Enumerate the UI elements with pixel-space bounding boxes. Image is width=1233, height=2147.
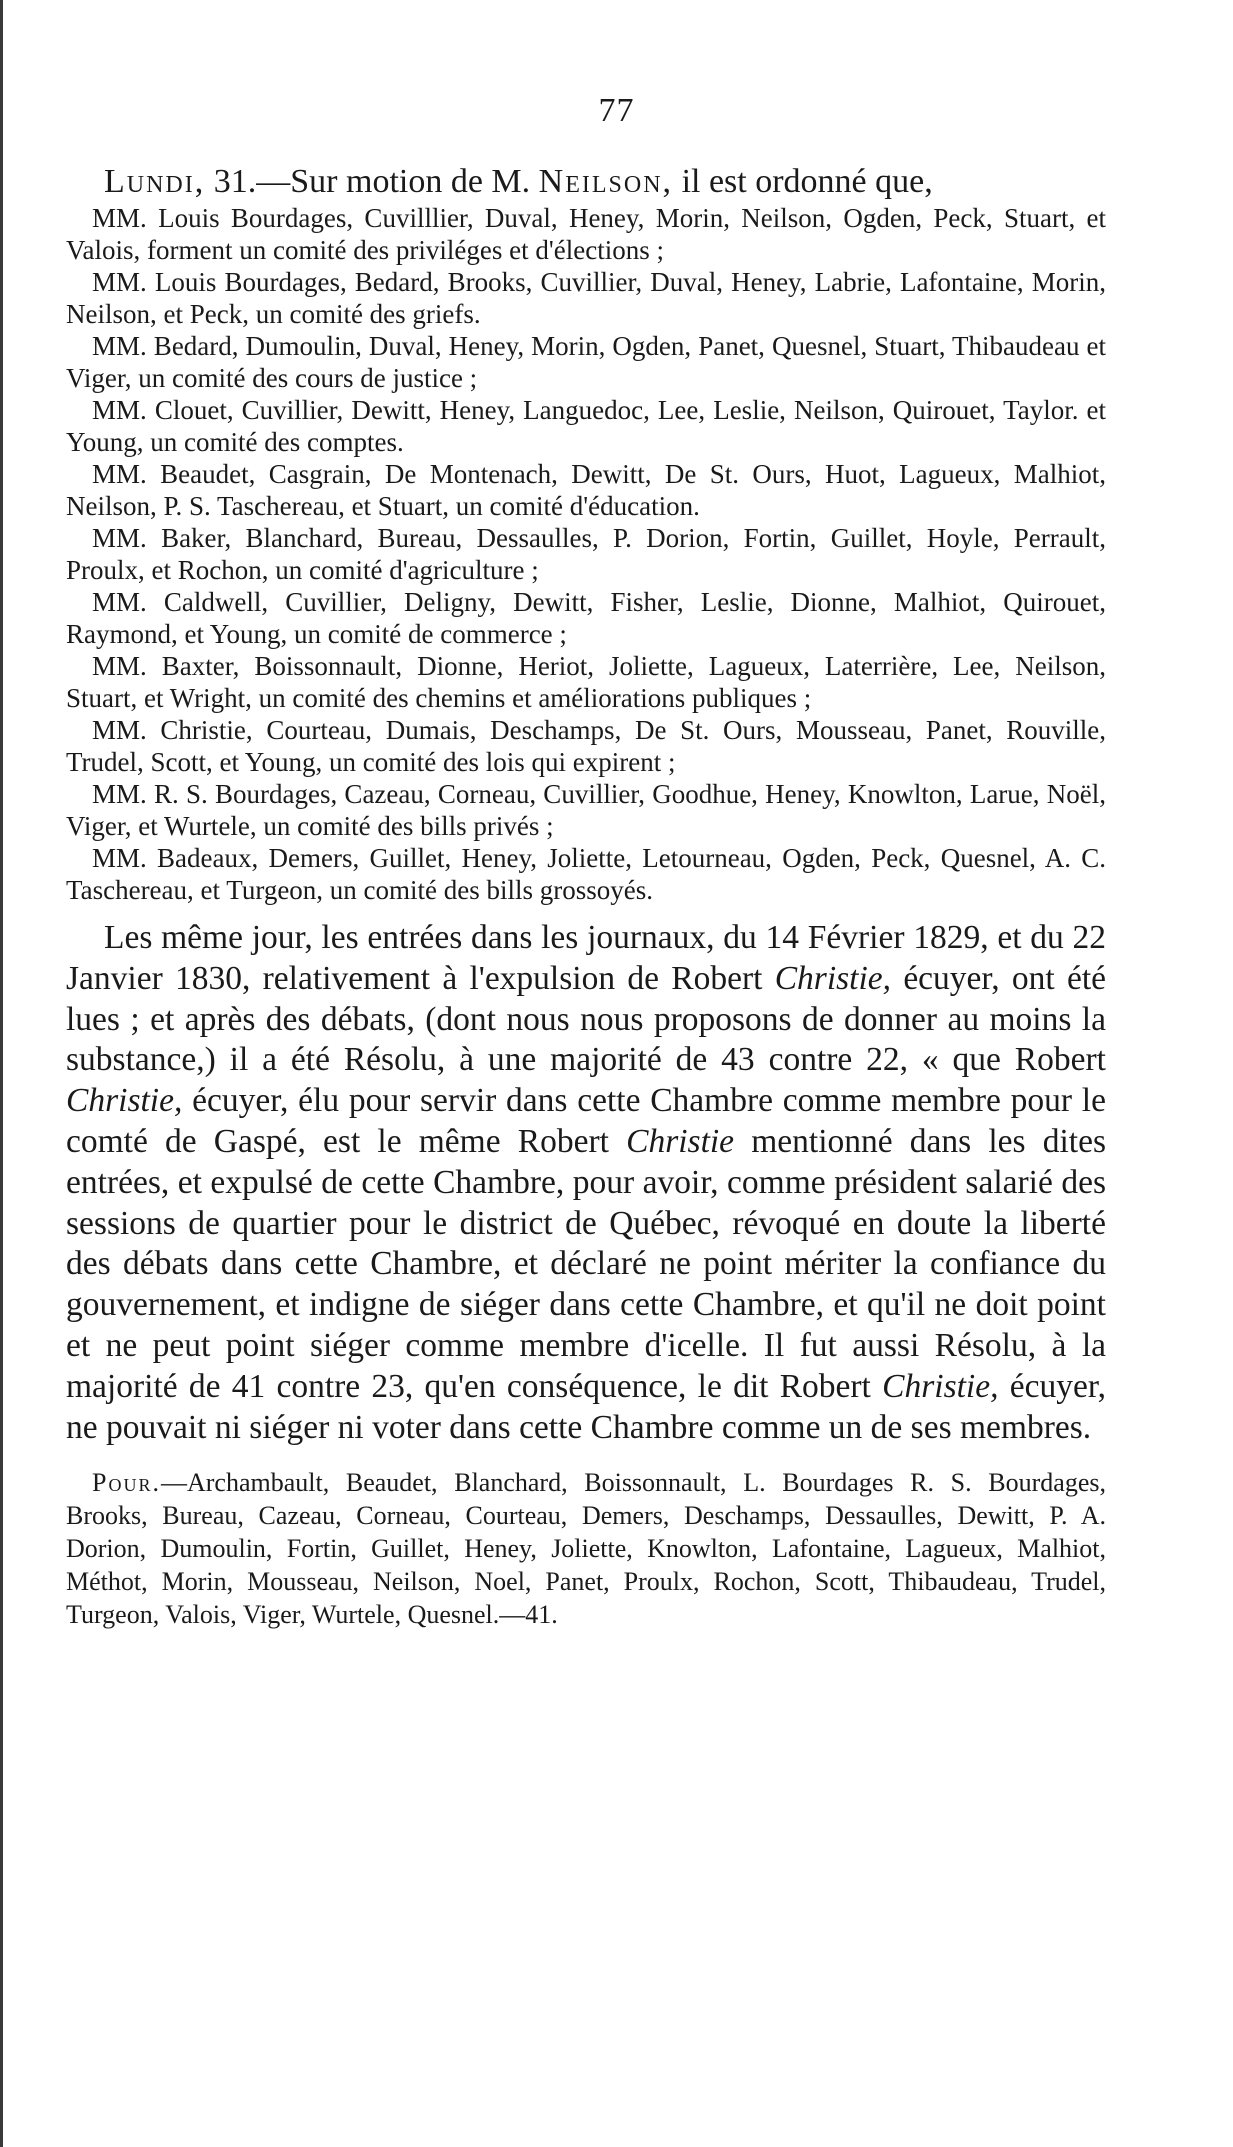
resolution-text-1: Les même jour, les entrées dans les journaux, du 14 Février 1829, et du 22 Janvier 1830, relativement à l'expulsion de Robert xyxy=(66,919,1106,997)
resolution-text-5: écuyer, ne pouvait ni siéger ni voter dans cette Chambre comme un de ses membres. xyxy=(66,1367,1107,1446)
christie-name-4: Christie, xyxy=(882,1367,999,1405)
mover-name: Neilson, xyxy=(538,163,674,200)
committee-griefs: MM. Louis Bourdages, Bedard, Brooks, Cuvillier, Duval, Heney, Labrie, Lafontaine, Morin, Neilson, et Peck, un comité des griefs. xyxy=(66,267,1106,329)
christie-name-1: Christie, xyxy=(774,959,892,997)
committee-chemins: MM. Baxter, Boissonnault, Dionne, Heriot, Joliette, Lagueux, Laterrière, Lee, Neilson, Stuart, et Wright, un comité des chemins et améliorations publiques ; xyxy=(66,651,1106,713)
committee-agriculture: MM. Baker, Blanchard, Bureau, Dessaulles, P. Dorion, Fortin, Guillet, Hoyle, Perrault, Proulx, et Rochon, un comité d'agriculture ; xyxy=(66,523,1106,585)
committee-privileges: MM. Louis Bourdages, Cuvilllier, Duval, Heney, Morin, Neilson, Ogden, Peck, Stuart, et Valois, forment un comité des priviléges et d'élections ; xyxy=(66,203,1106,265)
page-number: 77 xyxy=(598,92,635,129)
committee-comptes: MM. Clouet, Cuvillier, Dewitt, Heney, Languedoc, Lee, Leslie, Neilson, Quirouet, Taylor. et Young, un comité des comptes. xyxy=(66,395,1106,457)
scan-edge xyxy=(0,0,3,2147)
resolution-text-2: écuyer, ont été lues ; et après des débats, (dont nous nous proposons de donner au moins la substance,) il a été Résolu, à une majorité de 43 contre 22, « que Robert xyxy=(66,959,1107,1079)
resolution-text-4: mentionné dans les dites entrées, et expulsé de cette Chambre, pour avoir, comme président salarié des sessions de quartier pour le district de Québec, révoqué en doute la liberté des débats dans cette Chambre, et déclaré ne point mériter la confiance du gouvernement, et indigne de siéger dans cette Chambre, et qu'il ne doit point et ne peut point siéger comme membre d'icelle. Il fut aussi Résolu, à la majorité de 41 contre 23, qu'en conséquence, le dit Robert xyxy=(66,1122,1106,1405)
text-column xyxy=(66,162,1106,1631)
committee-justice: MM. Bedard, Dumoulin, Duval, Heney, Morin, Ogden, Panet, Quesnel, Stuart, Thibaudeau et Viger, un comité des cours de justice ; xyxy=(66,331,1106,393)
opening-date: 31.—Sur motion de M. xyxy=(205,163,539,200)
christie-name-3: Christie xyxy=(626,1122,735,1160)
christie-name-2: Christie, xyxy=(66,1082,183,1120)
vote-names: —Archambault, Beaudet, Blanchard, Boissonnault, L. Bourdages R. S. Bourdages, Brooks, Bureau, Cazeau, Corneau, Courteau, Demers, Deschamps, Dessaulles, Dewitt, P. A. Dorion, Dumoulin, Fortin, Guillet, Heney, Joliette, Knowlton, Lafontaine, Lagueux, Malhiot, Méthot, Morin, Mousseau, Neilson, Noel, Panet, Proulx, Rochon, Scott, Thibaudeau, Trudel, Turgeon, Valois, Viger, Wurtele, Quesnel.—41. xyxy=(66,1468,1106,1630)
vote-label: Pour. xyxy=(92,1468,161,1498)
opening-paragraph xyxy=(66,162,1106,202)
resolution-paragraph xyxy=(66,918,1106,1448)
committee-commerce: MM. Caldwell, Cuvillier, Deligny, Dewitt, Fisher, Leslie, Dionne, Malhiot, Quirouet, Raymond, et Young, un comité de commerce ; xyxy=(66,587,1106,649)
committee-bills-grossoyes: MM. Badeaux, Demers, Guillet, Heney, Joliette, Letourneau, Ogden, Peck, Quesnel, A. C. Taschereau, et Turgeon, un comité des bills grossoyés. xyxy=(66,843,1106,905)
committee-education: MM. Beaudet, Casgrain, De Montenach, Dewitt, De St. Ours, Huot, Lagueux, Malhiot, Neilson, P. S. Taschereau, et Stuart, un comité d'éducation. xyxy=(66,459,1106,521)
committee-bills-prives: MM. R. S. Bourdages, Cazeau, Corneau, Cuvillier, Goodhue, Heney, Knowlton, Larue, Noël, Viger, et Wurtele, un comité des bills privés ; xyxy=(66,779,1106,841)
day-heading: Lundi, xyxy=(104,163,206,200)
resolution-text-3: écuyer, élu pour servir dans cette Chambre comme membre pour le comté de Gaspé, est le même Robert xyxy=(66,1082,1106,1160)
committee-lois: MM. Christie, Courteau, Dumais, Deschamps, De St. Ours, Mousseau, Panet, Rouville, Trudel, Scott, et Young, un comité des lois qui expirent ; xyxy=(66,715,1106,777)
opening-rest: il est ordonné que, xyxy=(673,163,933,200)
vote-paragraph xyxy=(66,1466,1106,1631)
